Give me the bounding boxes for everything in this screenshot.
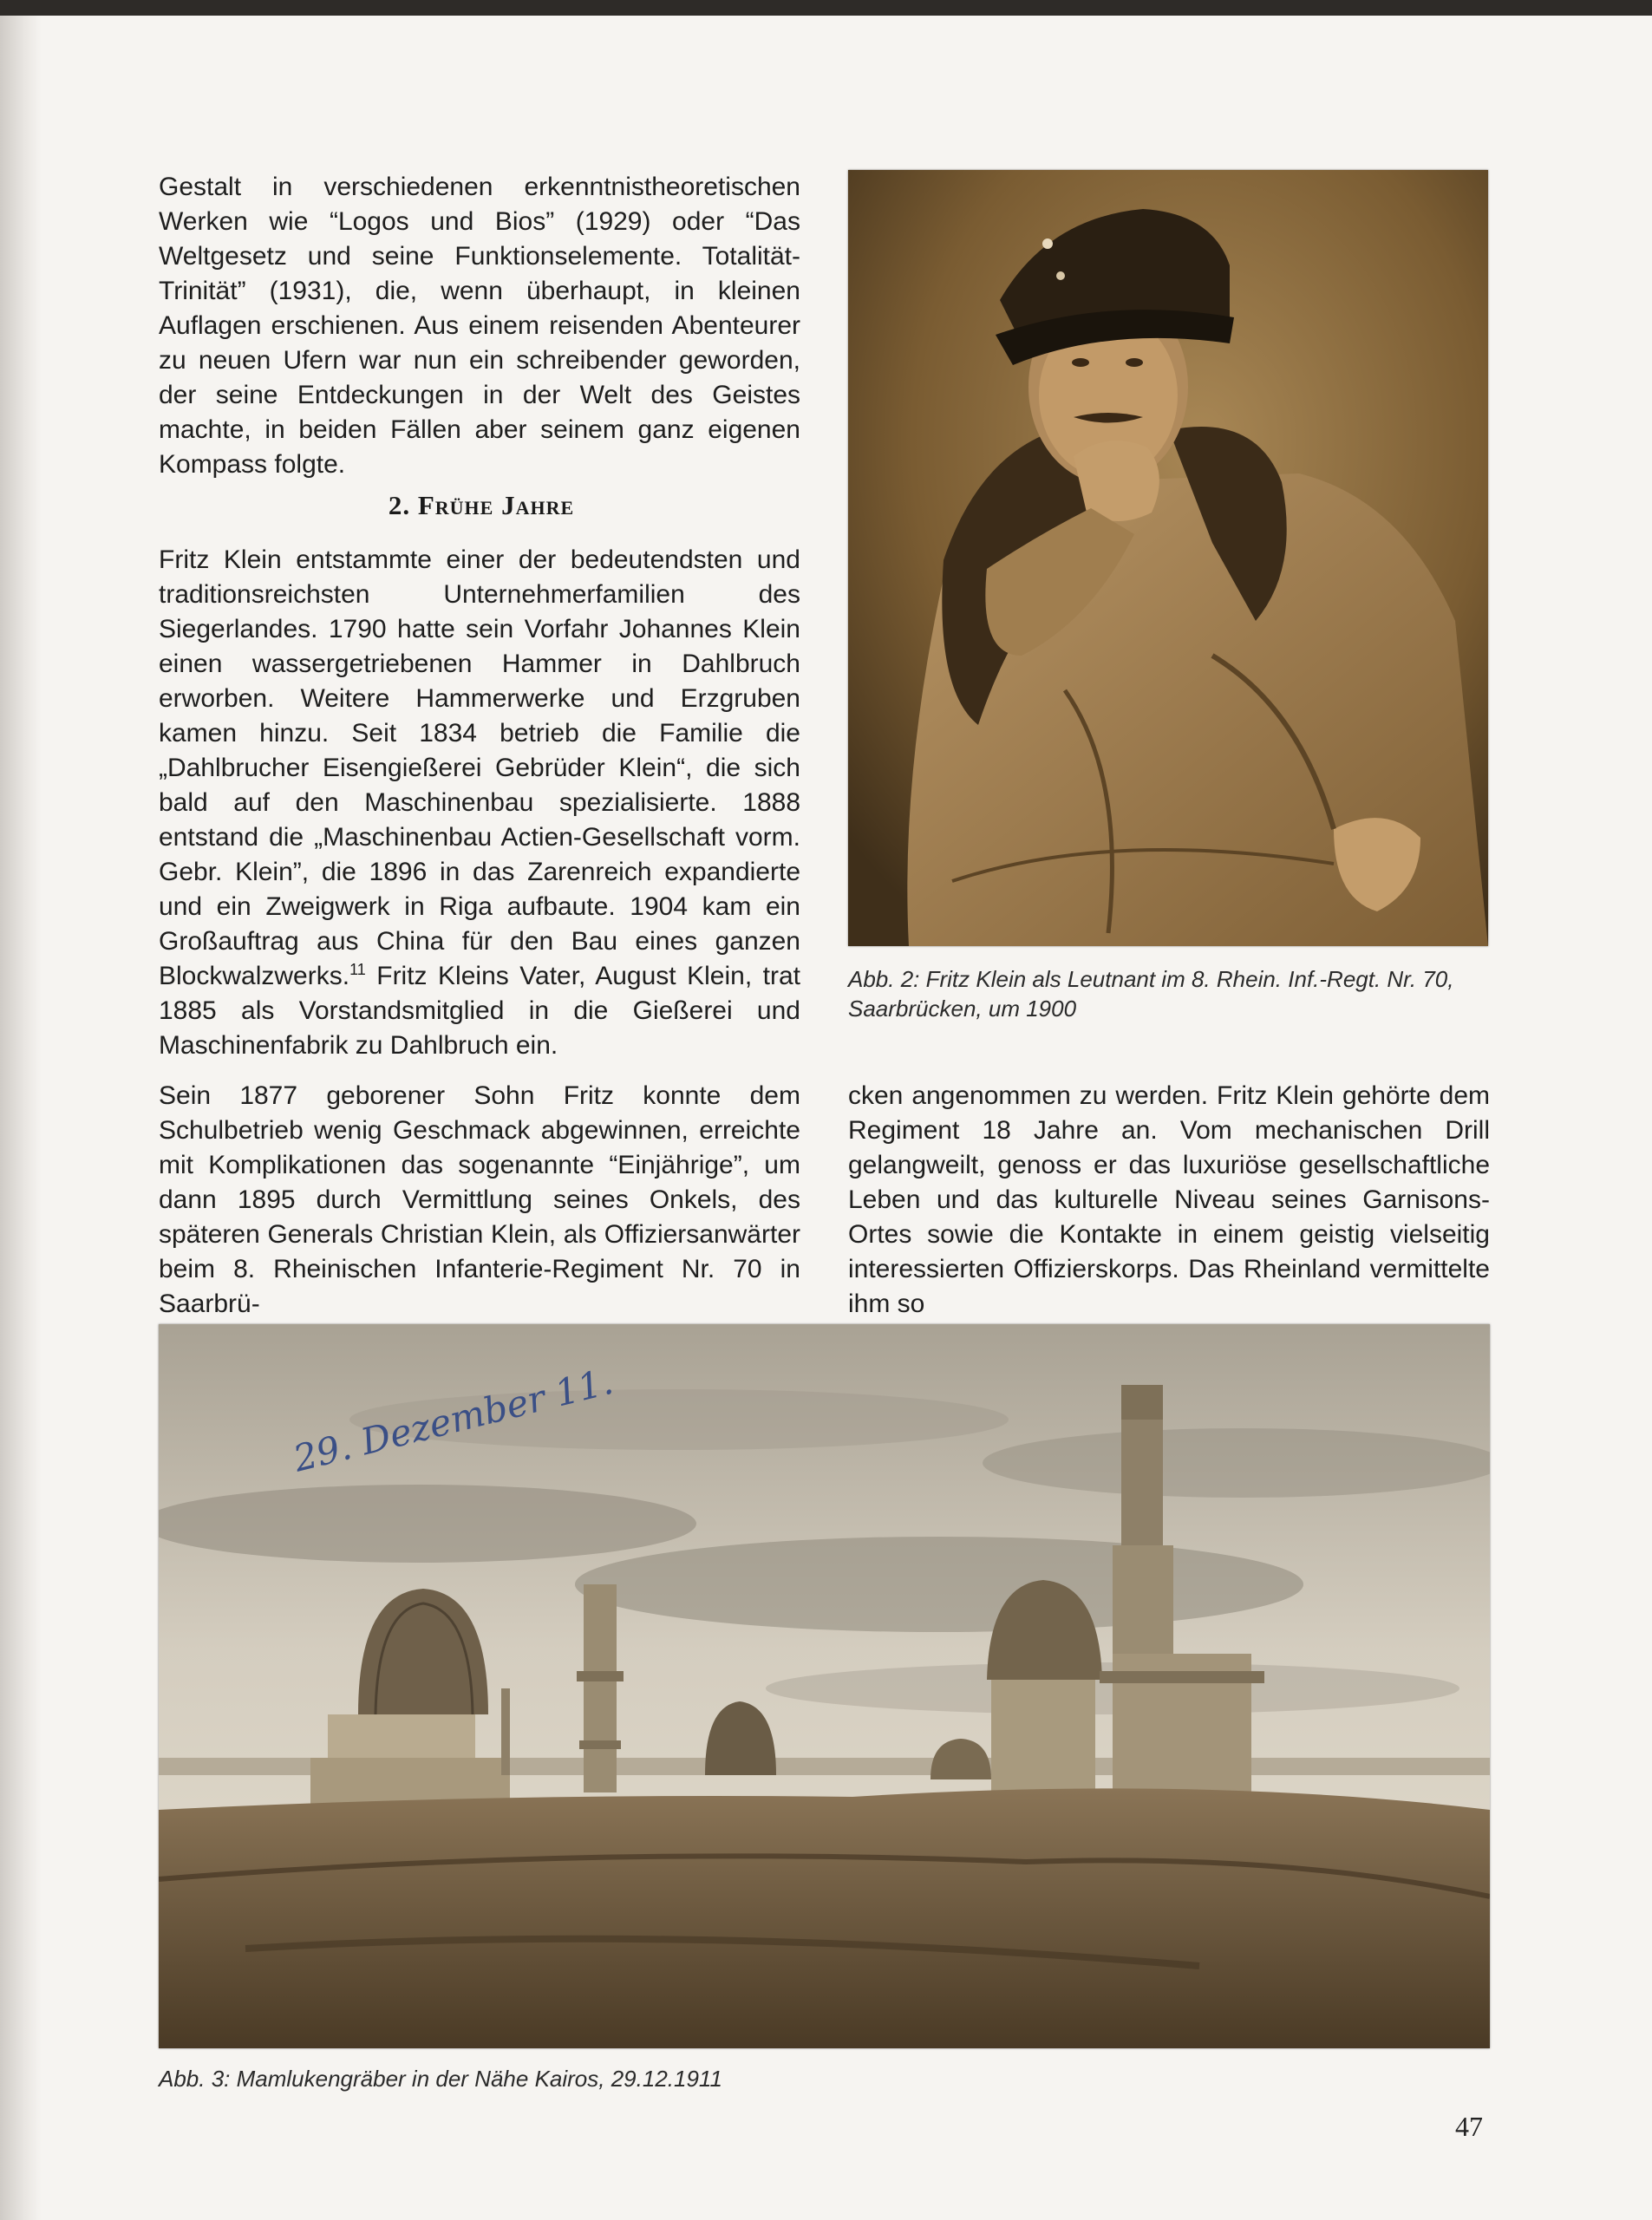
- portrait-photo: [848, 170, 1488, 946]
- paragraph-family-history-text: Fritz Klein entstammte einer der bedeutendsten und traditionsreichsten Unternehmerfamilien des Siegerlandes. 1790 hatte sein Vorfahr Johannes Klein einen wassergetriebenen Hammer in Dahlbruch erworben. Weitere Hammerwerke und Erzgruben kamen hinzu. Seit 1834 betrieb die Familie die „Dahlbrucher Eisengießerei Gebrüder Klein“, die sich bald auf den Maschinenbau spezialisierte. 1888 entstand die „Maschinenbau Actien-Gesellschaft vorm. Gebr. Klein”, die 1896 in das Zarenreich expandierte und ein Zweigwerk in Riga aufbaute. 1904 kam ein Großauftrag aus China für den Bau eines ganzen Blockwalzwerks.: [159, 545, 800, 990]
- footnote-reference: 11: [349, 961, 366, 978]
- paragraph-schooling-right: cken angenommen zu werden. Fritz Klein gehörte dem Regiment 18 Jahre an. Vom mechanischen Drill gelangweilt, genoss er das luxuriöse gesellschaftliche Leben und das kulturelle Niveau seines Garnisons-Ortes sowie die Kontakte in einem geistig vielseitig interessierten Offizierskorps. Das Rheinland vermittelte ihm so: [848, 1081, 1490, 1318]
- paragraph-schooling-left: Sein 1877 geborener Sohn Fritz konnte dem Schulbetrieb wenig Geschmack abgewinnen, erreichte mit Komplikationen das sogenannte “Einjährige”, um dann 1895 durch Vermittlung seines Onkels, des späteren Generals Christian Klein, als Offiziersanwärter beim 8. Rheinischen Infanterie-Regiment Nr. 70 in Saarbrü-: [159, 1081, 800, 1318]
- landscape-illustration: [159, 1324, 1490, 2048]
- section-heading: 2. Frühe Jahre: [388, 490, 575, 520]
- figure-2-caption-line1: Abb. 2: Fritz Klein als Leutnant im 8. Rhein. Inf.-Regt. Nr. 70,: [848, 966, 1454, 992]
- figure-2-caption: [848, 964, 1490, 1023]
- top-edge: [0, 0, 1652, 16]
- page-gutter: [0, 16, 42, 2220]
- page-number: 47: [1455, 2111, 1483, 2142]
- portrait-illustration: [848, 170, 1488, 946]
- handwritten-date-note: 29. Dezember 11.: [289, 1359, 617, 1480]
- mamluk-tombs-photo: [159, 1324, 1490, 2048]
- figure-2-caption-line2: Saarbrücken, um 1900: [848, 996, 1077, 1022]
- paragraph-family-history-end: Fritz Kleins Vater, August Klein, trat 1885 als Vorstandsmitglied in die Gießerei und Maschinenfabrik zu Dahlbruch ein.: [159, 962, 800, 1060]
- paragraph-family-history: [159, 543, 800, 1063]
- figure-3-caption: Abb. 3: Mamlukengräber in der Nähe Kairos, 29.12.1911: [159, 2066, 722, 2092]
- intro-paragraph: Gestalt in verschiedenen erkenntnistheoretischen Werken wie “Logos und Bios” (1929) oder “Das Weltgesetz und seine Funktionselemente. Totalität-Trinität” (1931), die, wenn überhaupt, in kleinen Auflagen erschienen. Aus einem reisenden Abenteurer zu neuen Ufern war nun ein schreibender geworden, der seine Entdeckungen in der Welt des Geistes machte, in beiden Fällen aber seinem ganz eigenen Kompass folgte.: [159, 173, 800, 479]
